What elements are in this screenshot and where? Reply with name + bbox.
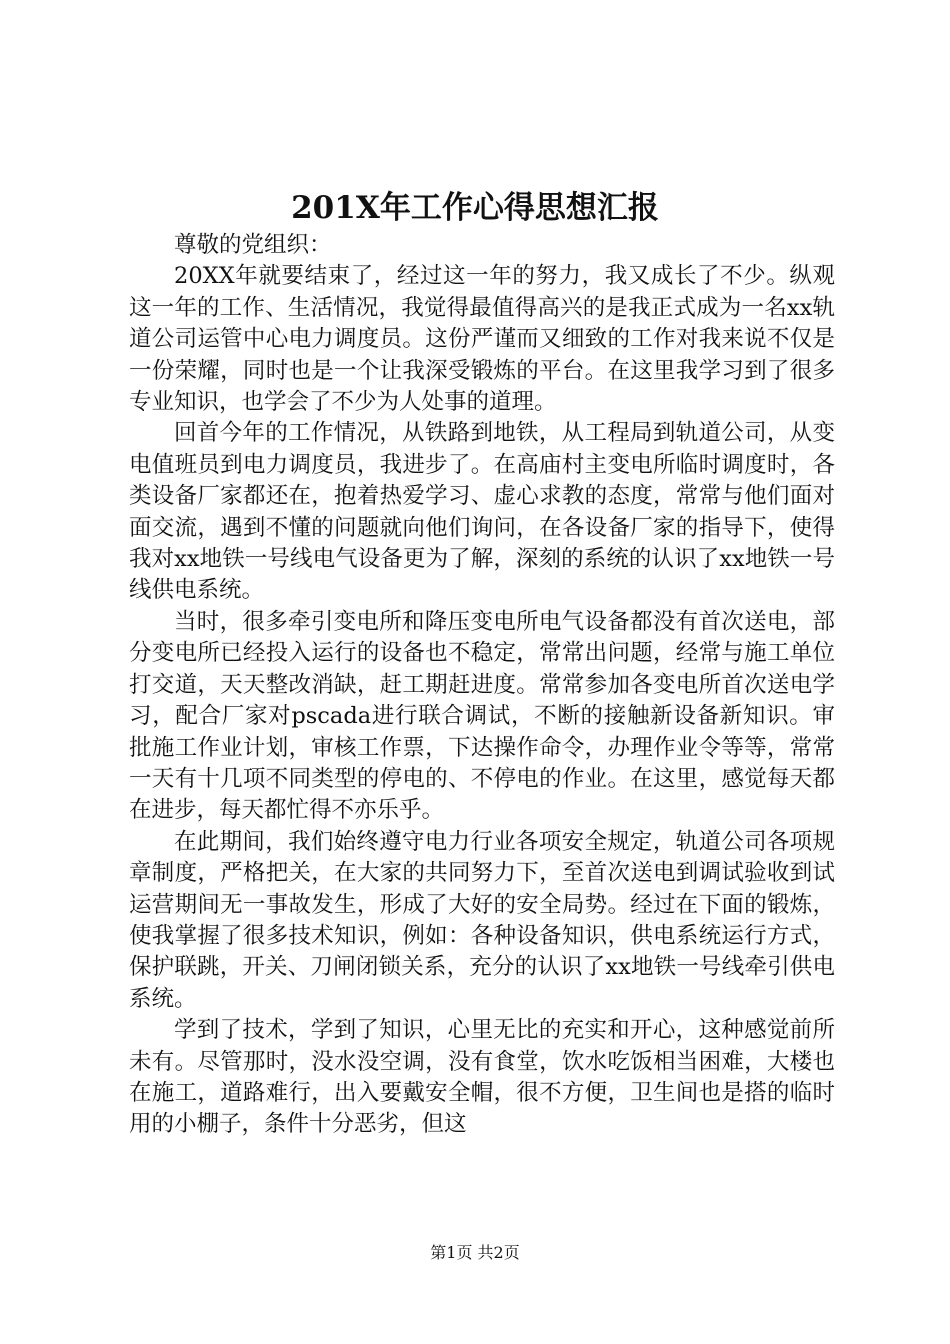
document-title: 201X年工作心得思想汇报 [291, 190, 659, 226]
paragraph-3: 当时，很多牵引变电所和降压变电所电气设备都没有首次送电，部分变电所已经投入运行的设备也不稳定，常常出问题，经常与施工单位打交道，天天整改消缺，赶工期赶进度。常常参加各变电所首次送电学习，配合厂家对pscada进行联合调试，不断的接触新设备新知识。审批施工作业计划，审核工作票，下达操作命令，办理作业令等等，常常一天有十几项不同类型的停电的、不停电的作业。在这里，感觉每天都在进步，每天都忙得不亦乐乎。 [129, 608, 835, 824]
paragraph-2: 回首今年的工作情况，从铁路到地铁，从工程局到轨道公司，从变电值班员到电力调度员，我进步了。在高庙村主变电所临时调度时，各类设备厂家都还在，抱着热爱学习、虚心求教的态度，常常与他们面对面交流，遇到不懂的问题就向他们询问，在各设备厂家的指导下，使得我对xx地铁一号线电气设备更为了解，深刻的系统的认识了xx地铁一号线供电系统。 [129, 420, 835, 604]
page-footer: 第1页 共2页 [430, 1243, 520, 1262]
paragraph-1: 20XX年就要结束了，经过这一年的努力，我又成长了不少。纵观这一年的工作、生活情况，我觉得最值得高兴的是我正式成为一名xx轨道公司运管中心电力调度员。这份严谨而又细致的工作对我来说不仅是一份荣耀，同时也是一个让我深受锻炼的平台。在这里我学习到了很多专业知识，也学会了不少为人处事的道理。 [129, 263, 835, 416]
paragraph-5: 学到了技术，学到了知识，心里无比的充实和开心，这种感觉前所未有。尽管那时，没水没空调，没有食堂，饮水吃饭相当困难，大楼也在施工，道路难行，出入要戴安全帽，很不方便，卫生间也是搭的临时用的小棚子，条件十分恶劣，但这 [129, 1017, 835, 1138]
document-body [129, 230, 835, 1141]
salutation: 尊敬的党组织： [174, 232, 332, 258]
paragraph-4: 在此期间，我们始终遵守电力行业各项安全规定，轨道公司各项规章制度，严格把关，在大家的共同努力下，至首次送电到调试验收到试运营期间无一事故发生，形成了大好的安全局势。经过在下面的锻炼，使我掌握了很多技术知识，例如：各种设备知识，供电系统运行方式，保护联跳，开关、刀闸闭锁关系，充分的认识了xx地铁一号线牵引供电系统。 [129, 828, 835, 1012]
